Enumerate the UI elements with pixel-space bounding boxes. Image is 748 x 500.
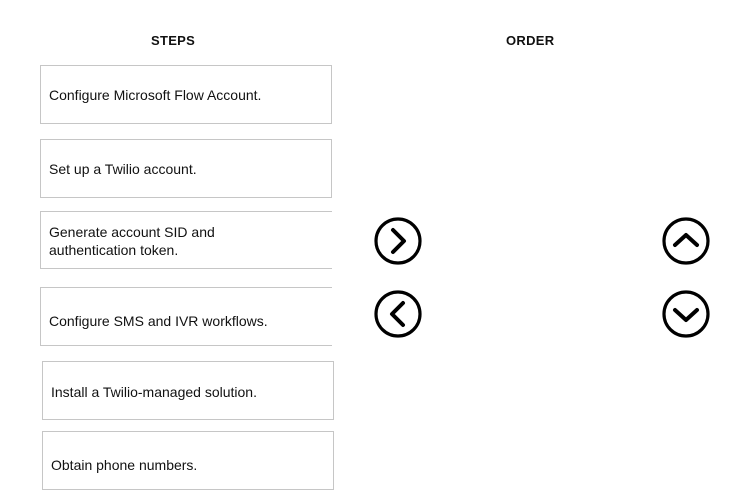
steps-column-header: STEPS bbox=[151, 33, 196, 48]
move-up-button[interactable] bbox=[662, 217, 710, 265]
move-down-button[interactable] bbox=[662, 290, 710, 338]
step-item-label: Configure SMS and IVR workflows. bbox=[49, 312, 268, 329]
move-right-button[interactable] bbox=[374, 217, 422, 265]
step-item[interactable] bbox=[40, 287, 332, 346]
step-item-label: Obtain phone numbers. bbox=[51, 456, 198, 473]
chevron-left-icon bbox=[374, 290, 422, 338]
step-item[interactable] bbox=[42, 431, 334, 490]
chevron-up-icon bbox=[662, 217, 710, 265]
step-item-label: Install a Twilio-managed solution. bbox=[51, 383, 257, 400]
move-left-button[interactable] bbox=[374, 290, 422, 338]
step-item-label: Set up a Twilio account. bbox=[49, 160, 197, 177]
chevron-down-icon bbox=[662, 290, 710, 338]
step-item[interactable] bbox=[40, 211, 332, 269]
chevron-right-icon bbox=[374, 217, 422, 265]
step-item[interactable] bbox=[40, 139, 332, 198]
step-item[interactable] bbox=[40, 65, 332, 124]
order-column-header: ORDER bbox=[506, 33, 555, 48]
step-item-label: Generate account SID and authentication token. bbox=[49, 224, 215, 258]
step-item[interactable] bbox=[42, 361, 334, 420]
step-item-label: Configure Microsoft Flow Account. bbox=[49, 86, 262, 103]
